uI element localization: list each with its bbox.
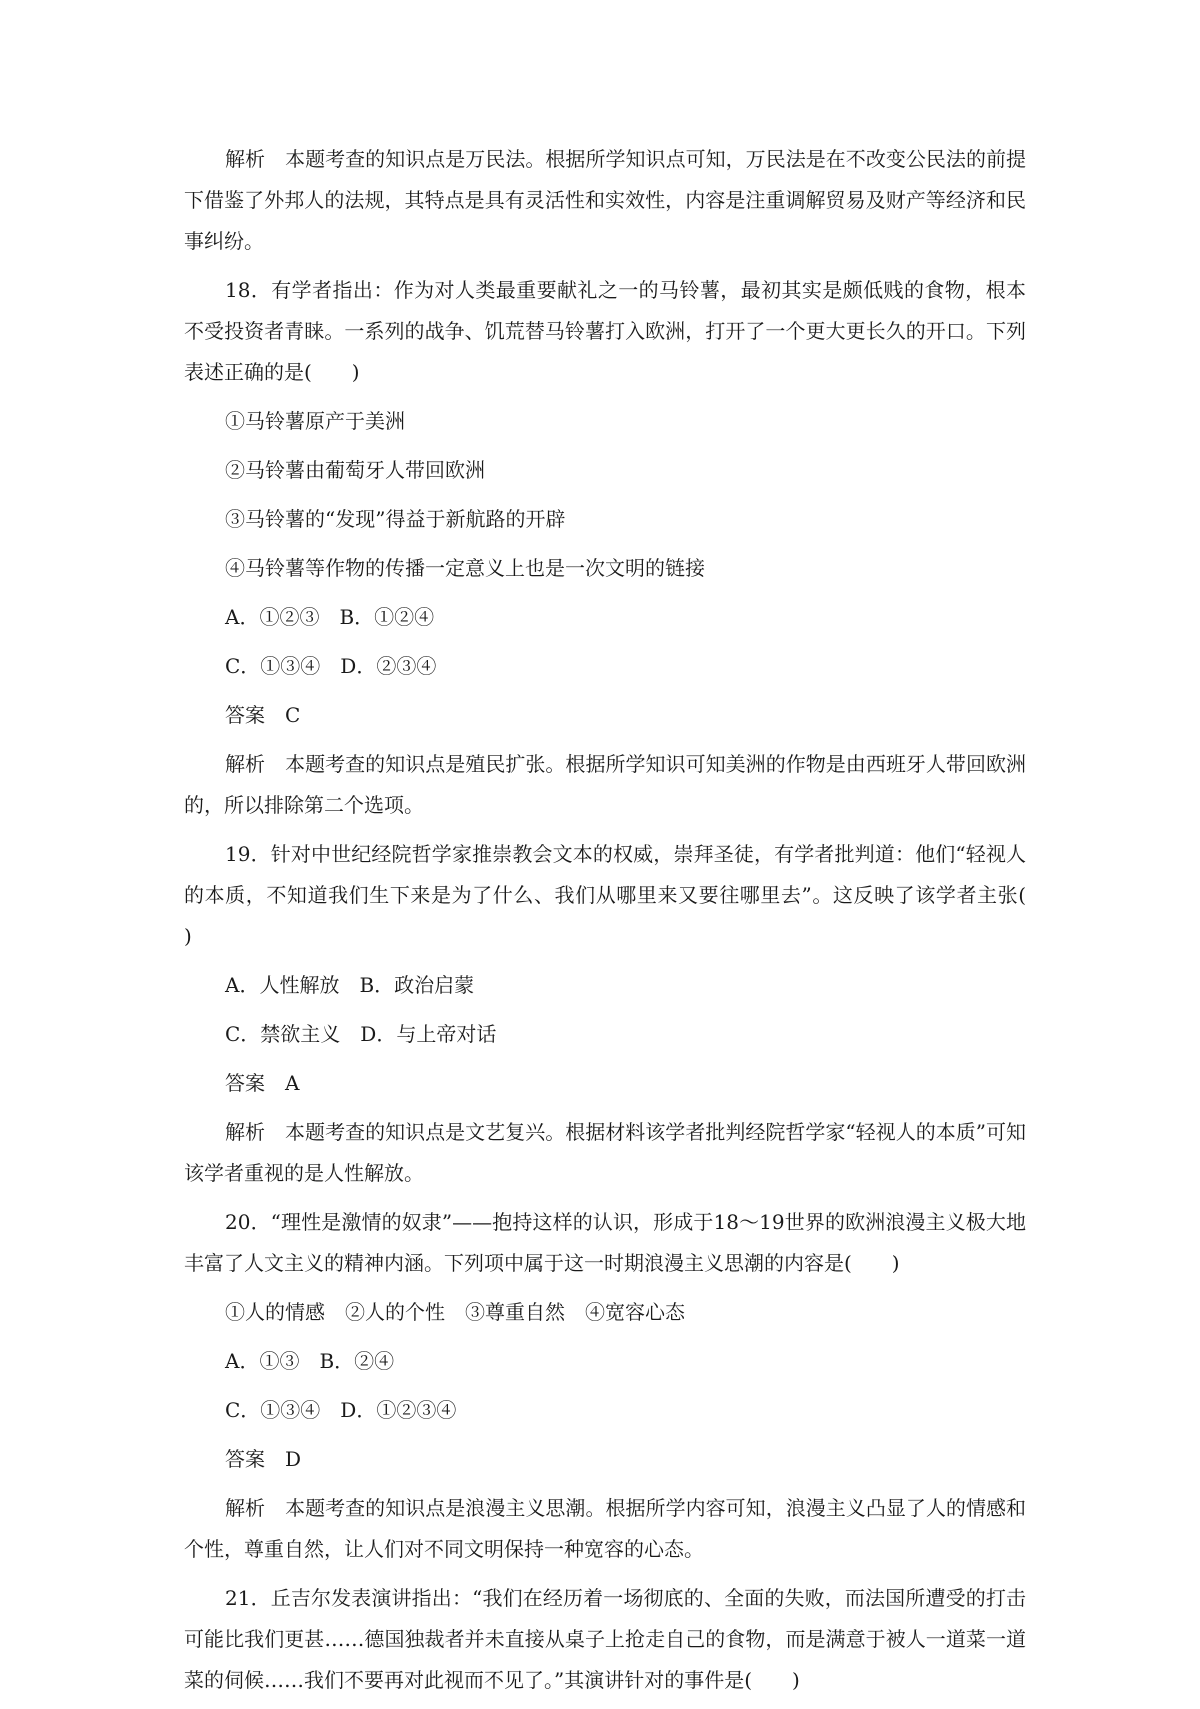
q18-statement-4: ④马铃薯等作物的传播一定意义上也是一次文明的链接 <box>225 556 705 580</box>
q18-statement-1: ①马铃薯原产于美洲 <box>225 409 405 433</box>
question-19: 19．针对中世纪经院哲学家推崇教会文本的权威，崇拜圣徒，有学者批判道：他们“轻视人的本质，不知道我们生下来是为了什么、我们从哪里来又要往哪里去”。这反映了该学者主张( ) <box>184 842 1066 948</box>
q19-options-ab: A．人性解放 B．政治启蒙 <box>225 973 475 997</box>
analysis-q18: 解析 本题考查的知识点是殖民扩张。根据所学知识可知美洲的作物是由西班牙人带回欧洲的，所以排除第二个选项。 <box>184 752 1026 817</box>
q18-answer: 答案 C <box>225 703 301 727</box>
q18-options-ab: A．①②③ B．①②④ <box>225 605 435 629</box>
question-20: 20．“理性是激情的奴隶”——抱持这样的认识，形成于18～19世界的欧洲浪漫主义极大地丰富了人文主义的精神内涵。下列项中属于这一时期浪漫主义思潮的内容是( ) <box>184 1210 1026 1275</box>
analysis-q19: 解析 本题考查的知识点是文艺复兴。根据材料该学者批判经院哲学家“轻视人的本质”可知该学者重视的是人性解放。 <box>184 1120 1026 1185</box>
analysis-q17: 解析 本题考查的知识点是万民法。根据所学知识点可知，万民法是在不改变公民法的前提下借鉴了外邦人的法规，其特点是具有灵活性和实效性，内容是注重调解贸易及财产等经济和民事纠纷。 <box>184 147 1026 253</box>
analysis-q20: 解析 本题考查的知识点是浪漫主义思潮。根据所学内容可知，浪漫主义凸显了人的情感和个性，尊重自然，让人们对不同文明保持一种宽容的心态。 <box>184 1496 1026 1561</box>
q19-answer: 答案 A <box>225 1071 300 1095</box>
q18-statement-2: ②马铃薯由葡萄牙人带回欧洲 <box>225 458 485 482</box>
q20-statements: ①人的情感 ②人的个性 ③尊重自然 ④宽容心态 <box>225 1300 685 1324</box>
q20-answer: 答案 D <box>225 1447 302 1471</box>
q20-options-ab: A．①③ B．②④ <box>225 1349 395 1373</box>
q18-statement-3: ③马铃薯的“发现”得益于新航路的开辟 <box>225 507 566 531</box>
q20-options-cd: C．①③④ D．①②③④ <box>225 1398 457 1422</box>
q18-options-cd: C．①③④ D．②③④ <box>225 654 437 678</box>
q19-options-cd: C．禁欲主义 D．与上帝对话 <box>225 1022 497 1046</box>
question-18: 18．有学者指出：作为对人类最重要献礼之一的马铃薯，最初其实是颇低贱的食物，根本不受投资者青睐。一系列的战争、饥荒替马铃薯打入欧洲，打开了一个更大更长久的开口。下列表述正确的是( ) <box>184 278 1026 384</box>
question-21: 21．丘吉尔发表演讲指出：“我们在经历着一场彻底的、全面的失败，而法国所遭受的打击可能比我们更甚……德国独裁者并未直接从桌子上抢走自己的食物，而是满意于被人一道菜一道菜的伺候……我们不要再对此视而不见了。”其演讲针对的事件是( ) <box>184 1586 1026 1692</box>
document-body <box>184 139 1066 1709</box>
